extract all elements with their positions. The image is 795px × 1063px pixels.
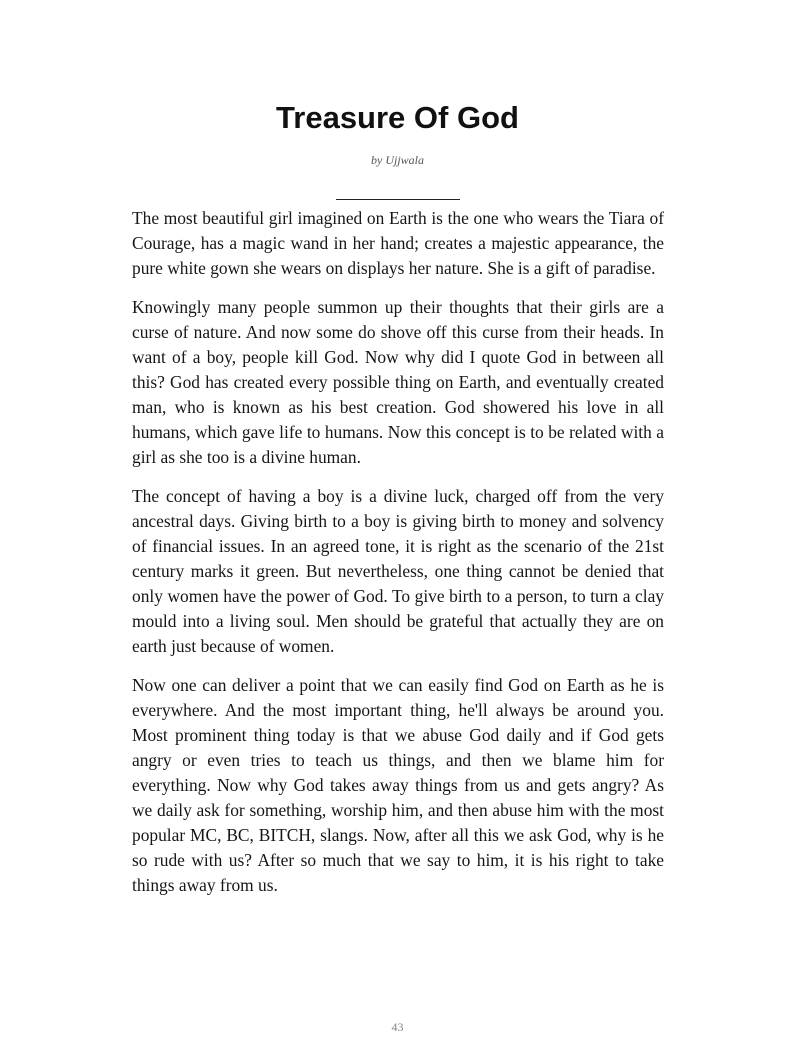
page-title: Treasure Of God	[276, 100, 519, 135]
page-number: 43	[391, 1020, 404, 1034]
paragraph-2: Knowingly many people summon up their thoughts that their girls are a curse of nature. And now some do shove off this curse from their heads. In want of a boy, people kill God. Now why did I quote God in between all this? God has created every possible thing on Earth, and eventually created man, who is known as his best creation. God showered his love in all humans, which gave life to humans. Now this concept is to be related with a girl as she too is a divine human.	[132, 297, 664, 467]
paragraph-1: The most beautiful girl imagined on Earth is the one who wears the Tiara of Courage, has a magic wand in her hand; creates a majestic appearance, the pure white gown she wears on displays her nature. She is a gift of paradise.	[132, 208, 664, 278]
paragraph-3: The concept of having a boy is a divine luck, charged off from the very ancestral days. Giving birth to a boy is giving birth to money and solvency of financial issues. In an agreed tone, it is right as the scenario of the 21st century marks it green. But nevertheless, one thing cannot be denied that only women have the power of God. To give birth to a person, to turn a clay mould into a living soul. Men should be grateful that actually they are on earth just because of women.	[132, 486, 664, 656]
paragraph-4: Now one can deliver a point that we can easily find God on Earth as he is everywhere. And the most important thing, he'll always be around you. Most prominent thing today is that we abuse God daily and if God gets angry or even tries to teach us things, and then we blame him for everything. Now why God takes away things from us and gets angry? As we daily ask for something, worship him, and then abuse him with the most popular MC, BC, BITCH, slangs. Now, after all this we ask God, why is he so rude with us? After so much that we say to him, it is his right to take things away from us.	[132, 675, 664, 895]
title-divider	[336, 199, 460, 200]
article-body	[132, 206, 664, 912]
author-byline: by Ujjwala	[371, 153, 424, 167]
